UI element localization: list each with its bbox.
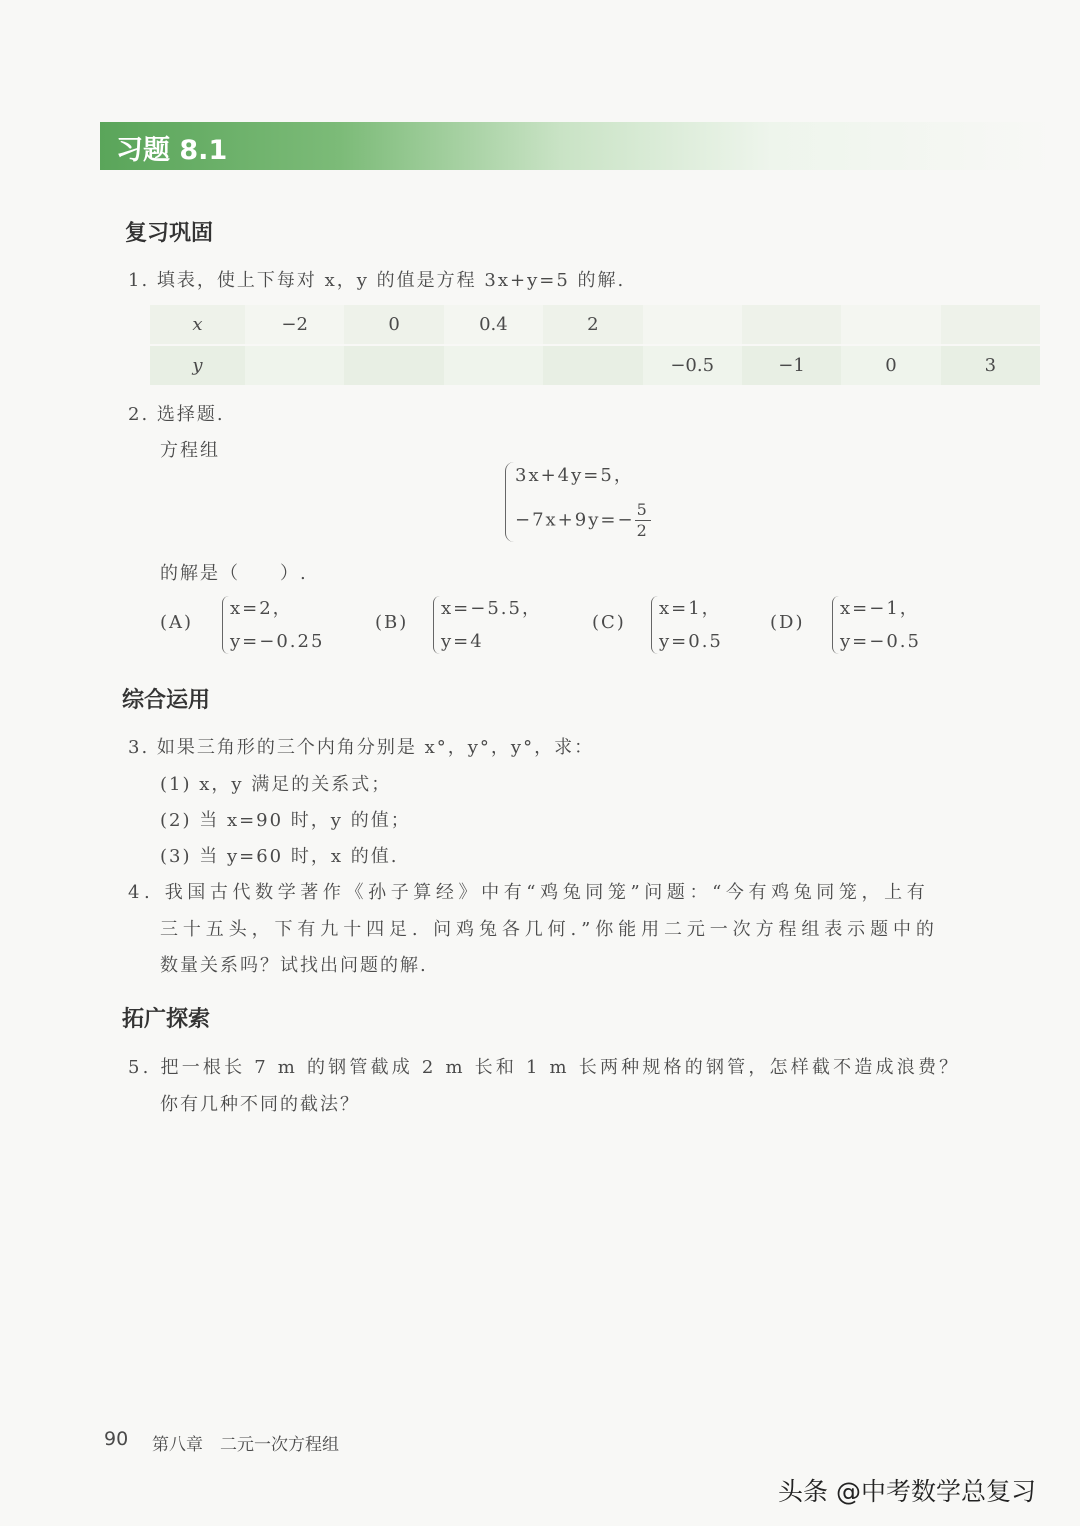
option-a-y: y=−0.25: [230, 631, 325, 652]
fraction: $\frac{5}{2}$: [636, 500, 649, 540]
system-brace: [505, 462, 514, 542]
option-c-x: x=1，: [659, 598, 722, 619]
cell: −2: [245, 305, 344, 344]
q3-sub3: (3) 当 y=60 时，x 的值.: [160, 846, 399, 867]
brace: [651, 596, 658, 654]
system-eq2: −7x+9y=− $\frac{5}{2}$: [515, 500, 649, 540]
option-c-label: (C): [592, 612, 626, 633]
option-c-y: y=0.5: [659, 631, 723, 652]
brace: [222, 596, 229, 654]
option-a-label: (A): [160, 612, 194, 633]
option-d-x: x=−1，: [840, 598, 920, 619]
cell: −0.5: [643, 346, 742, 385]
q2-ask: 的解是（ ）.: [160, 563, 308, 584]
cell: x: [150, 305, 245, 344]
exercise-title: 习题 8.1: [116, 135, 228, 166]
cell: 0: [841, 346, 940, 385]
q2-text: 2. 选择题.: [128, 404, 225, 425]
q2-intro: 方程组: [160, 440, 220, 461]
q3-sub1: (1) x，y 满足的关系式；: [160, 774, 392, 795]
page-number: 90: [104, 1428, 129, 1450]
brace: [832, 596, 839, 654]
cell: [444, 346, 543, 385]
section-review: 复习巩固: [125, 221, 214, 246]
q5-line1: 5. 把一根长 7 m 的钢管截成 2 m 长和 1 m 长两种规格的钢管，怎样截不造成浪费？: [128, 1057, 961, 1078]
cell: 0: [344, 305, 443, 344]
table-row-x: [150, 305, 1040, 344]
system-eq1: 3x+4y=5，: [515, 465, 634, 486]
section-apply: 综合运用: [122, 688, 211, 713]
cell: [245, 346, 344, 385]
cell: 0.4: [444, 305, 543, 344]
watermark: 头条 @中考数学总复习: [778, 1477, 1036, 1506]
q4-line3: 数量关系吗？试找出问题的解.: [160, 955, 428, 976]
cell: [941, 305, 1040, 344]
cell: 3: [941, 346, 1040, 385]
cell: [344, 346, 443, 385]
cell: [543, 346, 642, 385]
option-d-label: (D): [770, 612, 805, 633]
option-d-y: y=−0.5: [840, 631, 921, 652]
q3-text: 3. 如果三角形的三个内角分别是 x°，y°，y°，求：: [128, 737, 595, 758]
cell: [841, 305, 940, 344]
cell: −1: [742, 346, 841, 385]
cell: [742, 305, 841, 344]
option-a-x: x=2，: [230, 598, 293, 619]
option-b-x: x=−5.5，: [441, 598, 542, 619]
cell: [643, 305, 742, 344]
q4-line1: 4. 我国古代数学著作《孙子算经》中有“鸡兔同笼”问题：“今有鸡兔同笼，上有: [128, 882, 930, 903]
cell: y: [150, 346, 245, 385]
q1-text: 1. 填表，使上下每对 x，y 的值是方程 3x+y=5 的解.: [128, 270, 626, 291]
section-explore: 拓广探索: [122, 1007, 211, 1032]
option-b-label: (B): [375, 612, 409, 633]
cell: 2: [543, 305, 642, 344]
q3-sub2: (2) 当 x=90 时，y 的值；: [160, 810, 411, 831]
q5-line2: 你有几种不同的截法？: [160, 1094, 360, 1115]
q4-line2: 三十五头，下有九十四足. 问鸡兔各几何.”你能用二元一次方程组表示题中的: [160, 919, 939, 940]
table-row-y: [150, 346, 1040, 385]
option-b-y: y=4: [441, 631, 484, 652]
exercise-banner: [100, 122, 1060, 170]
q1-table: [150, 305, 1040, 387]
chapter-title: 第八章 二元一次方程组: [152, 1435, 339, 1455]
brace: [433, 596, 440, 654]
